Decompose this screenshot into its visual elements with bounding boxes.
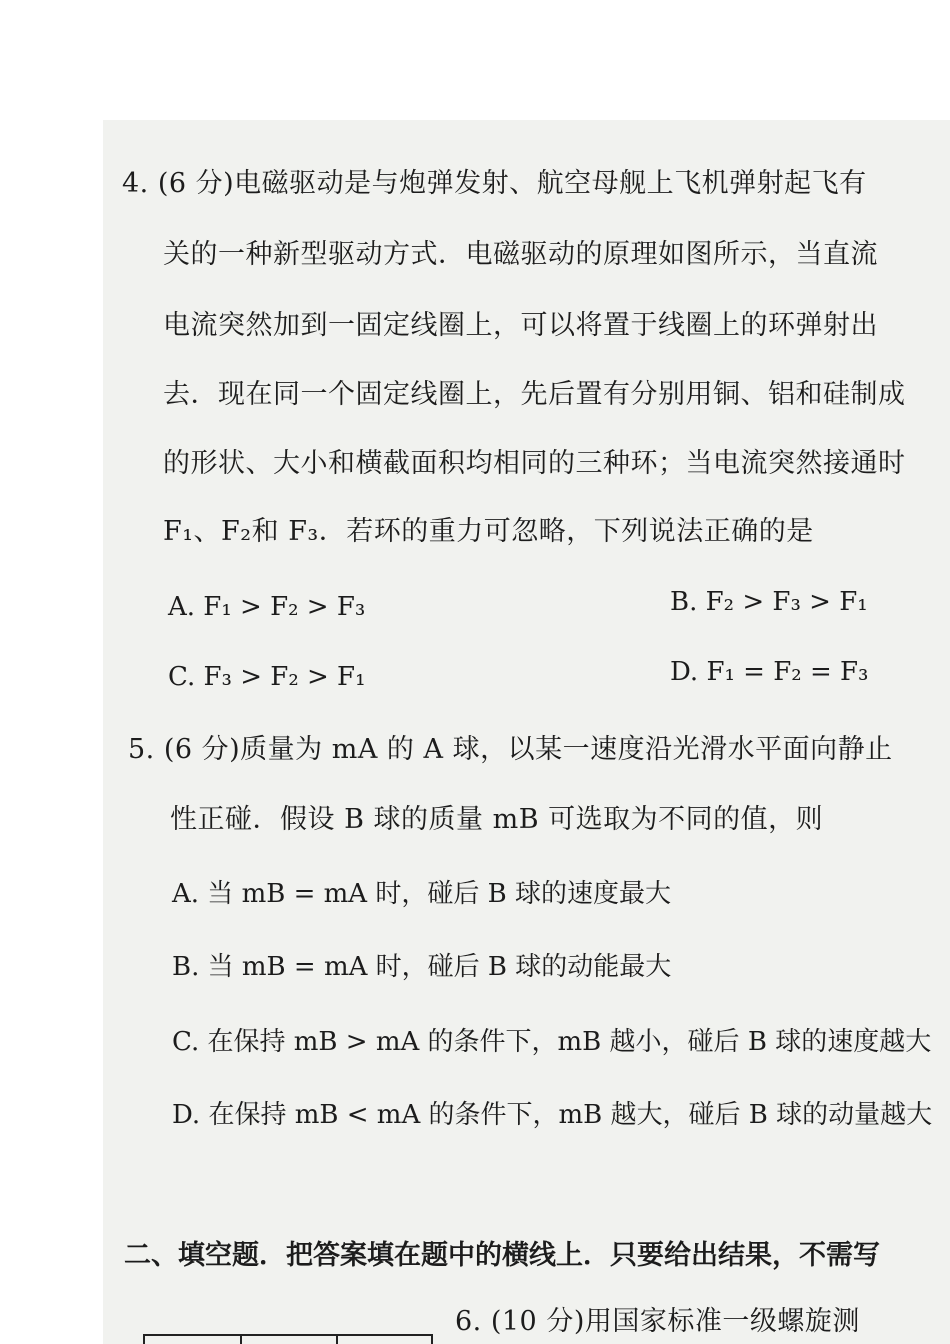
q4-line-3: 电流突然加到一固定线圈上，可以将置于线圈上的环弹射出 — [163, 310, 878, 341]
q5-option-c: C. 在保持 mB > mA 的条件下，mB 越小，碰后 B 球的速度越大 — [172, 1027, 932, 1057]
section-2-heading: 二、填空题．把答案填在题中的横线上．只要给出结果，不需写 — [124, 1240, 880, 1271]
q5-option-d: D. 在保持 mB < mA 的条件下，mB 越大，碰后 B 球的动量越大 — [172, 1100, 933, 1130]
q4-option-a: A. F₁ > F₂ > F₃ — [168, 592, 366, 622]
q4-option-b: B. F₂ > F₃ > F₁ — [670, 587, 868, 617]
q4-line-6: F₁、F₂和 F₃．若环的重力可忽略，下列说法正确的是 — [163, 516, 814, 547]
q5-option-b: B. 当 mB = mA 时，碰后 B 球的动能最大 — [172, 952, 672, 982]
score-box-divider — [240, 1334, 242, 1344]
score-box-table — [143, 1334, 433, 1344]
q4-line-4: 去．现在同一个固定线圈上，先后置有分别用铜、铝和硅制成 — [163, 379, 906, 410]
score-box-divider — [143, 1334, 145, 1344]
q5-line-1: 5. (6 分)质量为 mA 的 A 球，以某一速度沿光滑水平面向静止 — [128, 734, 893, 765]
q5-line-2: 性正碰．假设 B 球的质量 mB 可选取为不同的值，则 — [170, 804, 824, 835]
score-box-divider — [336, 1334, 338, 1344]
scanned-sheet — [103, 120, 950, 1344]
q4-option-d: D. F₁ = F₂ = F₃ — [670, 657, 869, 687]
q4-line-2: 关的一种新型驱动方式．电磁驱动的原理如图所示，当直流 — [163, 239, 878, 270]
q4-line-5: 的形状、大小和横截面积均相同的三种环；当电流突然接通时 — [163, 448, 906, 479]
q4-option-c: C. F₃ > F₂ > F₁ — [168, 662, 366, 692]
score-box-divider — [431, 1334, 433, 1344]
q6-line-1: 6. (10 分)用国家标准一级螺旋测 — [455, 1306, 860, 1337]
q4-line-1: 4. (6 分)电磁驱动是与炮弹发射、航空母舰上飞机弹射起飞有 — [122, 168, 867, 199]
q5-option-a: A. 当 mB = mA 时，碰后 B 球的速度最大 — [172, 879, 671, 909]
